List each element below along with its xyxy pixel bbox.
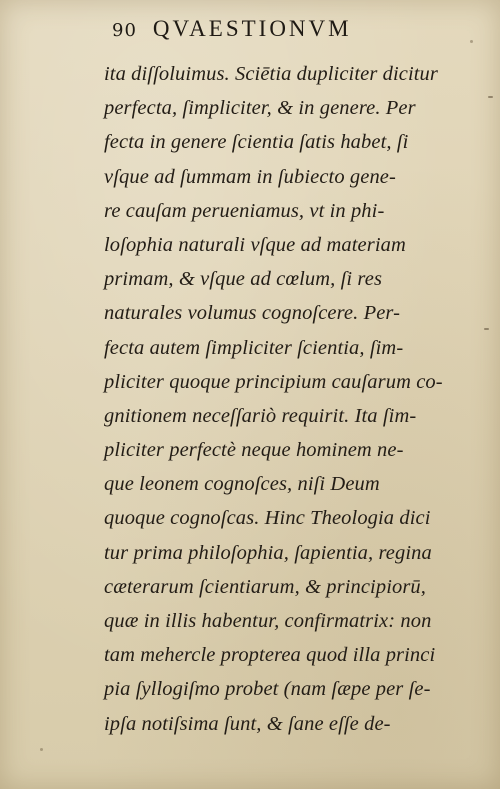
text-line: vſque ad ſummam in ſubiecto gene- — [104, 165, 396, 188]
text-line: fecta in genere ſcientia ſatis habet, ſi — [104, 131, 409, 154]
text-line: tam mehercle propterea quod illa princi — [104, 644, 436, 667]
text-line: naturales volumus cognoſcere. Per- — [104, 302, 400, 325]
text-line: perfecta, ſimpliciter, & in genere. Per — [104, 97, 416, 120]
text-line: cæterarum ſcientiarum, & principiorū, — [104, 575, 427, 598]
text-line: fecta autem ſimpliciter ſcientia, ſim- — [104, 336, 404, 359]
text-line: tur prima philoſophia, ſapientia, regina — [104, 541, 432, 564]
paper-speck — [132, 724, 135, 727]
text-line: pia ſyllogiſmo probet (nam ſæpe per ſe- — [104, 678, 431, 701]
text-line: que leonem cognoſces, niſi Deum — [104, 473, 380, 496]
text-line: quæ in illis habentur, confirmatrix: non — [104, 610, 432, 632]
margin-mark — [484, 328, 489, 330]
paper-speck — [470, 40, 473, 43]
text-line: re cauſam perueniamus, vt in phi- — [104, 199, 385, 222]
page-number: 90 — [112, 20, 137, 41]
body-text — [104, 57, 456, 741]
text-line: primam, & vſque ad cœlum, ſi res — [104, 268, 383, 291]
running-title: QVAESTIONVM — [152, 16, 352, 41]
text-line: pliciter quoque principium cauſarum co- — [104, 370, 443, 393]
margin-mark — [488, 96, 493, 98]
text-line: ipſa notiſsima ſunt, & ſane eſſe de- — [104, 712, 391, 735]
text-line: ita diſſoluimus. Sciētia dupliciter dicitur — [104, 63, 438, 85]
running-head — [112, 16, 352, 42]
paper-speck — [40, 748, 43, 751]
text-line: gnitionem neceſſariò requirit. Ita ſim- — [104, 404, 417, 427]
text-line: pliciter perfectè neque hominem ne- — [104, 439, 404, 462]
text-line: quoque cognoſcas. Hinc Theologia dici — [104, 507, 431, 530]
text-line: loſophia naturali vſque ad materiam — [104, 233, 406, 256]
